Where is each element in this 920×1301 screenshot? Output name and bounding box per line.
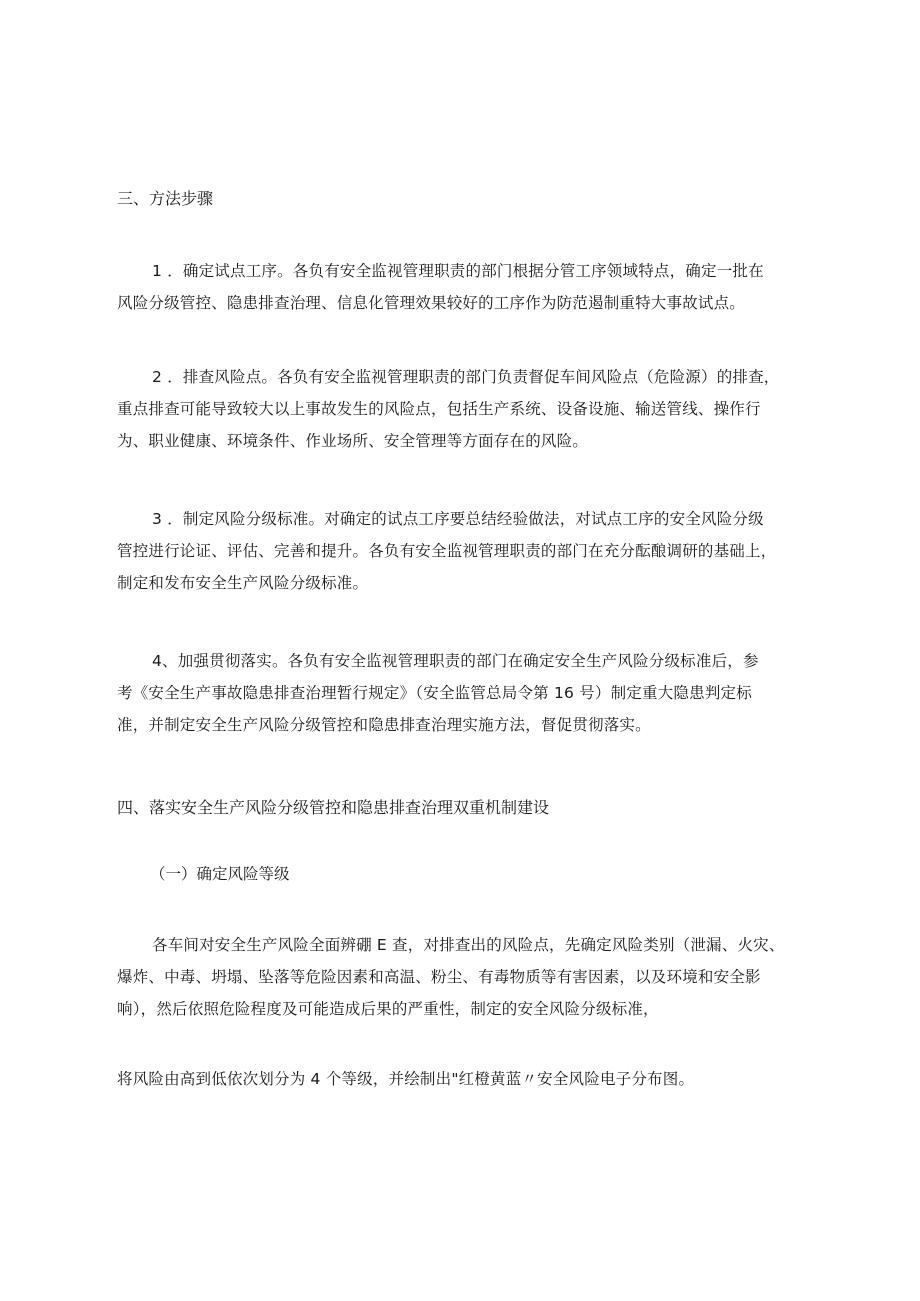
section-3-item-2 bbox=[117, 361, 817, 457]
item-3-line-3: 制定和发布安全生产风险分级标准。 bbox=[117, 574, 369, 592]
section-4-heading: 四、落实安全生产风险分级管控和隐患排查治理双重机制建设 bbox=[117, 798, 550, 817]
section-3-heading: 三、方法步骤 bbox=[117, 189, 214, 208]
item-3-line-1: 3 ．制定风险分级标准。对确定的试点工序要总结经验做法，对试点工序的安全风险分级 bbox=[152, 510, 764, 528]
section-4-line-3: 响），然后依照危险程度及可能造成后果的严重性，制定的安全风险分级标准， bbox=[117, 1000, 659, 1018]
item-1-line-1: 1 ．确定试点工序。各负有安全监视管理职责的部门根据分管工序领域特点，确定一批在 bbox=[152, 262, 764, 280]
item-4-line-3: 准，并制定安全生产风险分级管控和隐患排查治理实施方法，督促贯彻落实。 bbox=[117, 716, 651, 734]
item-2-line-2: 重点排查可能导致较大以上事故发生的风险点，包括生产系统、设备设施、输送管线、操作行 bbox=[117, 400, 761, 418]
item-2-line-3: 为、职业健康、环境条件、作业场所、安全管理等方面存在的风险。 bbox=[117, 432, 589, 450]
item-1-line-2: 风险分级管控、隐患排查治理、信息化管理效果较好的工序作为防范遏制重特大事故试点。 bbox=[117, 294, 746, 312]
item-2-line-1: 2 ．排查风险点。各负有安全监视管理职责的部门负责督促车间风险点（危险源）的排查， bbox=[152, 368, 780, 386]
item-4-line-2: 考《安全生产事故隐患排查治理暂行规定》（安全监管总局令第 16 号）制定重大隐患判定标 bbox=[117, 684, 752, 702]
section-4-line-1: 各车间对安全生产风险全面辨硼 E 查，对排查出的风险点，先确定风险类别（泄漏、火灾、 bbox=[152, 936, 785, 954]
section-4-closing-line: 将风险由高到低依次划分为 4 个等级，并绘制出"红橙黄蓝〃安全风险电子分布图。 bbox=[117, 1070, 695, 1088]
section-3-item-1 bbox=[117, 255, 817, 319]
section-4-line-2: 爆炸、中毒、坍塌、坠落等危险因素和高温、粉尘、有毒物质等有害因素，以及环境和安全影 bbox=[117, 968, 761, 986]
section-3-item-4 bbox=[117, 645, 817, 741]
item-4-line-1: 4、加强贯彻落实。各负有安全监视管理职责的部门在确定安全生产风险分级标准后，参 bbox=[152, 652, 759, 670]
section-4-paragraph bbox=[117, 929, 817, 1025]
item-3-line-2: 管控进行论证、评估、完善和提升。各负有安全监视管理职责的部门在充分酝酿调研的基础上， bbox=[117, 542, 777, 560]
section-3-item-3 bbox=[117, 503, 817, 599]
section-4-subheading: （一）确定风险等级 bbox=[150, 865, 290, 883]
